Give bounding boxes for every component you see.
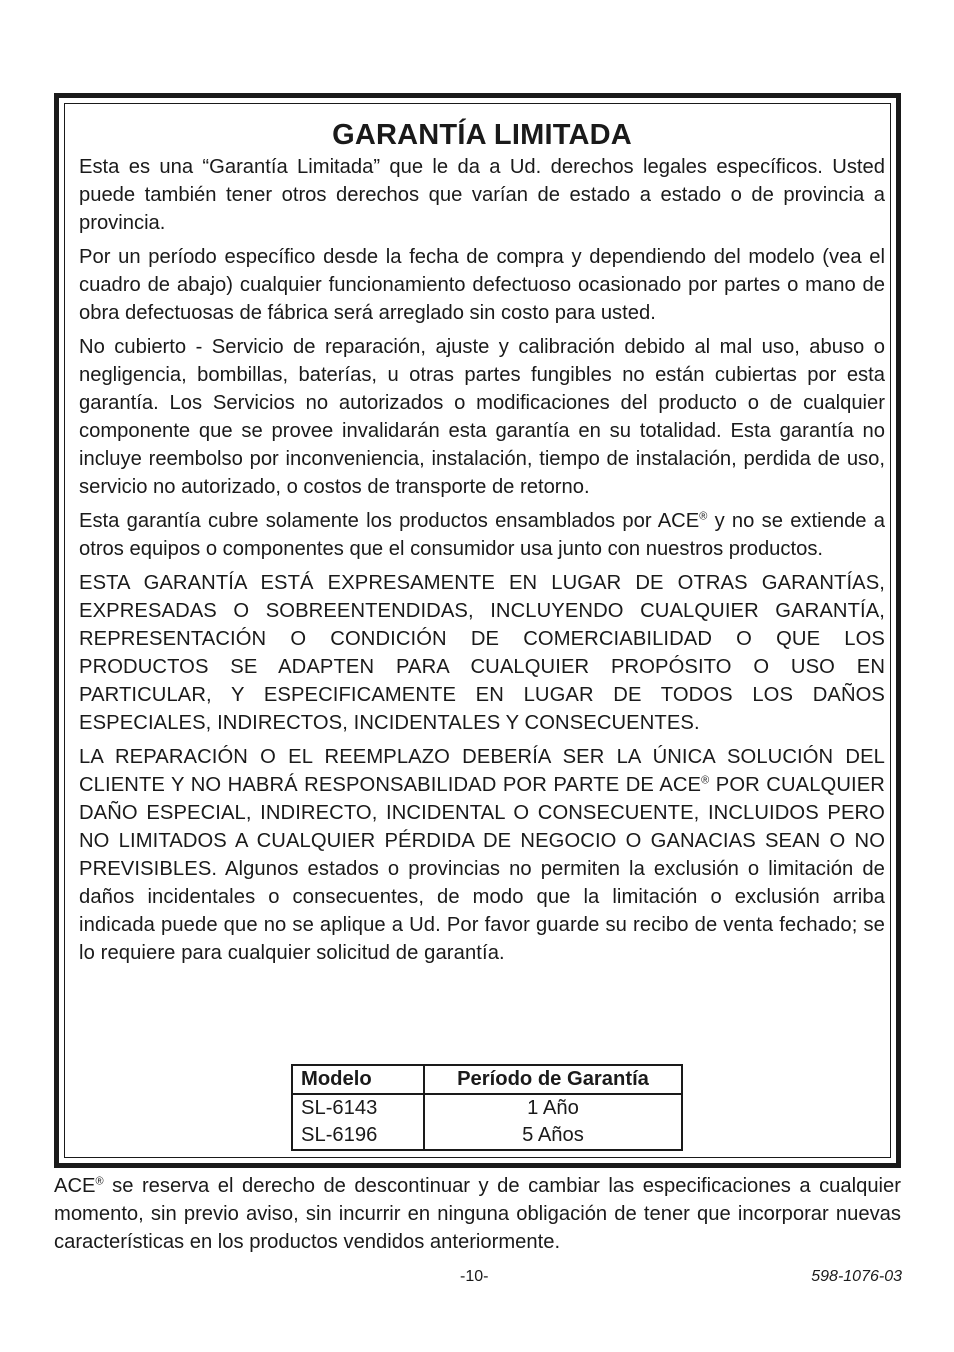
table-header-row xyxy=(292,1065,682,1094)
paragraph-liability xyxy=(79,743,885,967)
warranty-period-table xyxy=(291,1064,683,1151)
paragraph-disclaimer: ESTA GARANTÍA ESTÁ EXPRESAMENTE EN LUGAR DE OTRAS GARANTÍAS, EXPRESADAS O SOBREENTENDIDAS, INCLUYENDO CUALQUIER GARANTÍA, REPRESENTACIÓN O CONDICIÓN DE COMERCIABILIDAD O QUE LOS PRODUCTOS SE ADAPTEN PARA CUALQUIER PROPÓSITO O USO EN PARTICULAR, Y ESPECIFICAMENTE EN LUGAR DE TODOS LOS DAÑOS ESPECIALES, INDIRECTOS, INCIDENTALES Y CONSECUENTES. xyxy=(79,571,885,734)
registered-mark: ® xyxy=(701,774,710,787)
text-segment: se reserva el derecho de descontinuar y de cambiar las especificaciones a cualquier momento, sin previo aviso, sin incurrir en ninguna obligación de tener que incorporar nuevas características en los productos vendidos anteriormente. xyxy=(54,1175,901,1253)
document-number: 598-1076-03 xyxy=(811,1268,902,1285)
paragraph-coverage: Por un período específico desde la fecha de compra y dependiendo del modelo (vea el cuadro de abajo) cualquier funcionamiento defectuoso ocasionado por partes o mano de obra defectuosas de fábrica será arreglado sin costo para usted. xyxy=(79,245,885,324)
cell-model: SL-6143 xyxy=(292,1094,424,1122)
registered-mark: ® xyxy=(95,1175,104,1188)
footer-note xyxy=(54,1172,901,1256)
page-title: GARANTÍA LIMITADA xyxy=(332,119,632,151)
paragraph-ace-products xyxy=(79,507,885,563)
cell-period: 1 Año xyxy=(527,1097,579,1119)
cell-period: 5 Años xyxy=(522,1124,584,1146)
text-segment: y no se extiende a otros equipos o componentes que el consumidor usa junto con nuestros productos. xyxy=(79,509,885,560)
registered-mark: ® xyxy=(699,510,708,523)
warranty-box xyxy=(54,93,901,1168)
text-segment: POR CUALQUIER DAÑO ESPECIAL, INDIRECTO, INCIDENTAL O CONSECUENTE, INCLUIDOS PERO NO LIMITADOS A CUALQUIER PÉRDIDA DE NEGOCIO O GANACIAS SEAN O NO PREVISIBLES. Algunos estados o provincias no permiten la exclusión o limitación de daños incidentales o consecuentes, de modo que la limitación o exclusión arriba indicada puede que no se aplique a Ud. Por favor guarde su recibo de venta fechado; se lo requiere para cualquier solicitud de garantía. xyxy=(79,773,885,964)
column-header-period: Período de Garantía xyxy=(424,1065,682,1094)
warranty-box-inner-border xyxy=(64,103,891,1158)
text-segment: LA REPARACIÓN O EL REEMPLAZO DEBERÍA SER LA ÚNICA SOLUCIÓN DEL CLIENTE Y NO HABRÁ RESPONSABILIDAD POR PARTE DE ACE xyxy=(79,745,885,796)
table-row xyxy=(292,1122,682,1150)
paragraph-not-covered: No cubierto - Servicio de reparación, ajuste y calibración debido al mal uso, abuso o negligencia, bombillas, baterías, u otras partes fungibles no están cubiertas por esta garantía. Los Servicios no autorizados o modificaciones del producto o de cualquier componente que se provee invalidarán esta garantía en su totalidad. Esta garantía no incluye reembolso por inconveniencia, instalación, tiempo de instalación, perdida de uso, servicio no autorizado, o costos de transporte de retorno. xyxy=(79,335,885,498)
text-segment: Esta garantía cubre solamente los productos ensamblados por ACE xyxy=(79,509,700,532)
text-segment: ACE xyxy=(54,1175,96,1197)
cell-model: SL-6196 xyxy=(292,1122,424,1150)
paragraph-intro: Esta es una “Garantía Limitada” que le da a Ud. derechos legales específicos. Usted puede también tener otros derechos que varían de estado a estado o de provincia a provincia. xyxy=(79,155,885,234)
warranty-content xyxy=(79,118,885,973)
column-header-model: Modelo xyxy=(292,1065,424,1094)
table-row xyxy=(292,1094,682,1122)
page-number: -10- xyxy=(460,1268,489,1285)
